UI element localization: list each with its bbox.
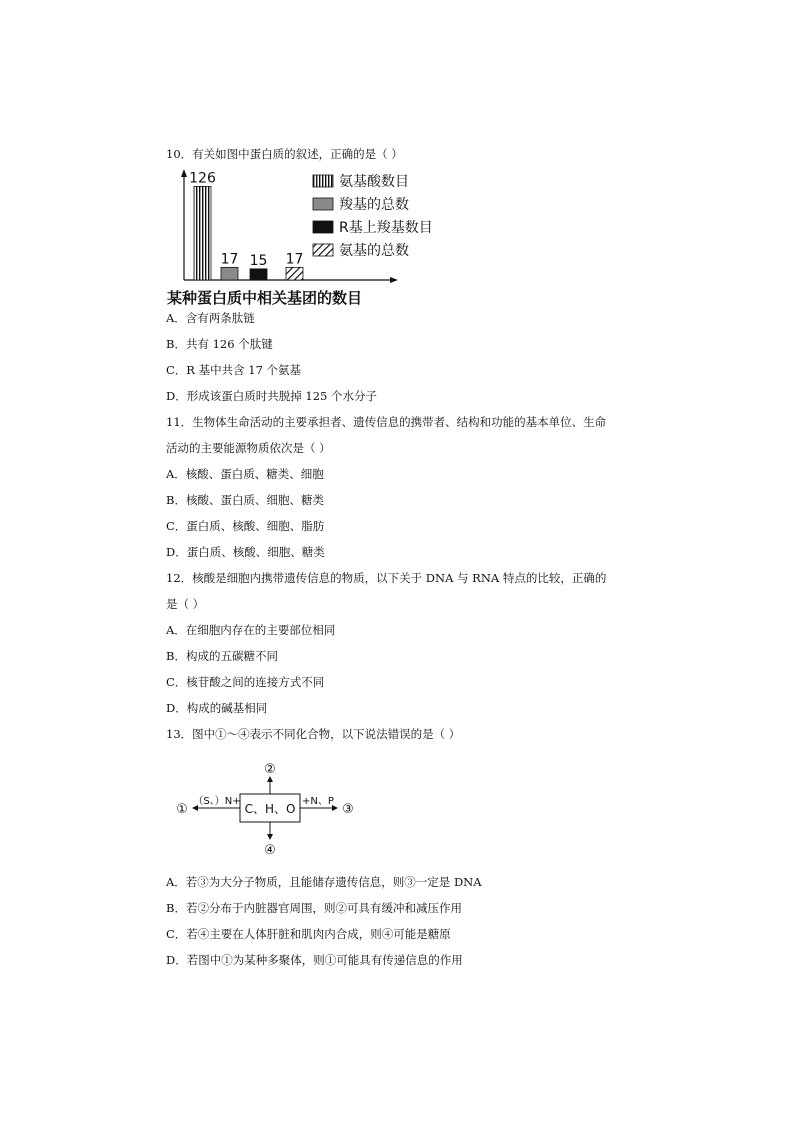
q11-option-d: D．蛋白质、核酸、细胞、糖类 [166,545,325,559]
node-2: ② [264,762,276,777]
bar-value-label-1: 126 [189,170,216,187]
q11-option-a: A．核酸、蛋白质、糖类、细胞 [166,467,324,481]
q10-option-c: C．R 基中共含 17 个氨基 [166,363,302,377]
legend-label-3: R基上羧基数目 [339,220,433,236]
q12-option-c: C．核苷酸之间的连接方式不同 [166,675,325,689]
legend-label-1: 氨基酸数目 [339,174,409,190]
arrow-down-head [267,834,273,840]
q11-stem-line1: 11．生物体生命活动的主要承担者、遗传信息的携带者、结构和功能的基本单位、生命 [166,415,607,429]
q13-option-a: A．若③为大分子物质，且能储存遗传信息，则③一定是 DNA [166,875,482,889]
compound-diagram [172,758,362,858]
q12-option-d: D．构成的碱基相同 [166,701,268,715]
bar-1 [194,186,211,280]
q13-option-c: C．若④主要在人体肝脏和肌肉内合成，则④可能是糖原 [166,927,451,941]
bar-4 [286,267,303,280]
q10-option-a: A．含有两条肽链 [166,311,255,325]
q12-option-b: B．构成的五碳糖不同 [166,649,278,663]
q13-option-b: B．若②分布于内脏器官周围，则②可具有缓冲和减压作用 [166,901,462,915]
bar-value-label-2: 17 [220,251,239,268]
legend-label-4: 氨基的总数 [339,243,409,259]
bar-3 [250,269,267,280]
q13-stem: 13．图中①～④表示不同化合物，以下说法错误的是（ ） [166,727,461,741]
legend-swatch-3 [313,221,333,233]
left-label: （S、）N+ [193,796,241,807]
q10-stem: 10．有关如图中蛋白质的叙述，正确的是（ ） [166,147,403,161]
node-1: ① [176,802,188,817]
bar-value-label-4: 17 [285,251,304,268]
chart-title: 某种蛋白质中相关基团的数目 [167,289,363,307]
legend-swatch-4 [313,244,333,256]
bar-2 [221,267,238,280]
q12-stem-line1: 12．核酸是细胞内携带遗传信息的物质，以下关于 DNA 与 RNA 特点的比较，正确的 [166,571,607,585]
legend-swatch-2 [313,198,333,210]
q11-option-c: C．蛋白质、核酸、细胞、脂肪 [166,519,325,533]
legend-swatch-1 [313,175,333,187]
legend-label-2: 羧基的总数 [339,197,409,213]
q11-option-b: B．核酸、蛋白质、细胞、糖类 [166,493,324,507]
q12-option-a: A．在细胞内存在的主要部位相同 [166,623,336,637]
protein-group-bar-chart [160,166,460,316]
center-label: C、H、O [244,802,296,816]
q10-option-b: B．共有 126 个肽键 [166,337,273,351]
bar-value-label-3: 15 [249,252,268,269]
q11-stem-line2: 活动的主要能源物质依次是（ ） [166,441,331,455]
node-4: ④ [264,843,276,858]
right-label: +N、P [302,796,334,807]
q12-stem-line2: 是（ ） [166,597,205,611]
q10-option-d: D．形成该蛋白质时共脱掉 125 个水分子 [166,389,377,403]
node-3: ③ [342,802,354,817]
q13-option-d: D．若图中①为某种多聚体，则①可能具有传递信息的作用 [166,953,463,967]
